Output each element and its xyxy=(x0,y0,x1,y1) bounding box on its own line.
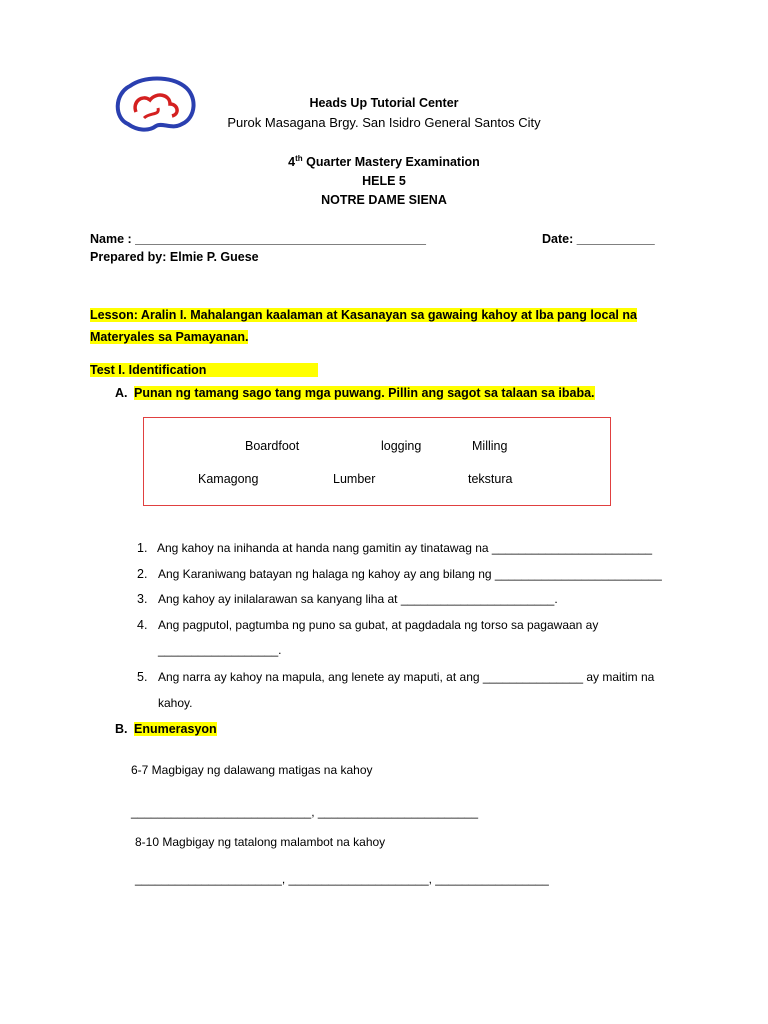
item-number: 4. xyxy=(137,618,148,632)
grade-title: HELE 5 xyxy=(362,174,406,188)
word-bank-item: Lumber xyxy=(333,472,376,486)
word-bank-item: Milling xyxy=(472,439,508,453)
enum-prompt: 8-10 Magbigay ng tatalong malambot na kahoy xyxy=(135,835,386,849)
item-number: 2. xyxy=(137,567,148,581)
word-bank-item: logging xyxy=(381,439,422,453)
item-number: 3. xyxy=(137,592,148,606)
exam-title-num: 4 xyxy=(288,155,296,169)
word-bank-item: Kamagong xyxy=(198,472,259,486)
name-field[interactable]: _____________________________________________ xyxy=(135,232,426,246)
org-address: Purok Masagana Brgy. San Isidro General Santos City xyxy=(227,115,541,130)
exam-title xyxy=(0,155,768,169)
date-field[interactable]: ____________ xyxy=(576,232,655,246)
item-text: Ang kahoy na inihanda at handa nang gamitin ay tinatawag na ________________________ xyxy=(157,541,653,555)
word-bank-item: tekstura xyxy=(468,472,513,486)
enum-prompt: 6-7 Magbigay ng dalawang matigas na kahoy xyxy=(131,763,373,777)
school-name: NOTRE DAME SIENA xyxy=(321,193,447,207)
exam-title-rest: Quarter Mastery Examination xyxy=(302,155,480,169)
part-b-letter: B. xyxy=(115,722,128,736)
name-label: Name : xyxy=(90,232,136,246)
enum-answer-line[interactable]: ______________________, _____________________, _________________ xyxy=(135,872,549,886)
part-a-instruction xyxy=(134,386,595,400)
test-title: Test I. Identification xyxy=(90,363,318,377)
lesson-line-2-text: Materyales sa Pamayanan. xyxy=(90,330,249,344)
lesson-line-1-text: Lesson: Aralin I. Mahalangan kaalaman at Kasanayan sa gawaing kahoy at Iba pang local na xyxy=(90,308,637,322)
item-text: Ang kahoy ay inilalarawan sa kanyang liha at _______________________. xyxy=(158,592,558,606)
date-label: Date: xyxy=(542,232,577,246)
item-number: 5. xyxy=(137,670,148,684)
part-a-letter: A. xyxy=(115,386,128,400)
word-bank-item: Boardfoot xyxy=(245,439,300,453)
item-number: 1. xyxy=(137,541,148,555)
lesson-line-2 xyxy=(90,330,248,344)
prepared-by: Prepared by: Elmie P. Guese xyxy=(90,250,259,264)
part-b-heading-text: Enumerasyon xyxy=(134,722,217,736)
lesson-line-1 xyxy=(90,308,637,322)
enum-answer-line[interactable]: ___________________________, ________________________ xyxy=(131,805,479,819)
item-text: Ang Karaniwang batayan ng halaga ng kahoy ay ang bilang ng _________________________ xyxy=(158,567,662,581)
part-b-heading xyxy=(134,722,217,736)
date-row xyxy=(542,232,654,246)
item-text: Ang pagputol, pagtumba ng puno sa gubat, at pagdadala ng torso sa pagawaan ay xyxy=(158,618,599,632)
org-name: Heads Up Tutorial Center xyxy=(309,96,459,110)
item-continuation: __________________. xyxy=(158,643,282,657)
part-a-instruction-text: Punan ng tamang sago tang mga puwang. Pillin ang sagot sa talaan sa ibaba. xyxy=(134,386,595,400)
item-continuation: kahoy. xyxy=(158,696,193,710)
exam-title-sup: th xyxy=(295,153,303,163)
name-row xyxy=(90,232,426,246)
word-bank-box xyxy=(143,417,611,506)
item-text: Ang narra ay kahoy na mapula, ang lenete ay maputi, at ang _______________ ay maitim na xyxy=(158,670,655,684)
